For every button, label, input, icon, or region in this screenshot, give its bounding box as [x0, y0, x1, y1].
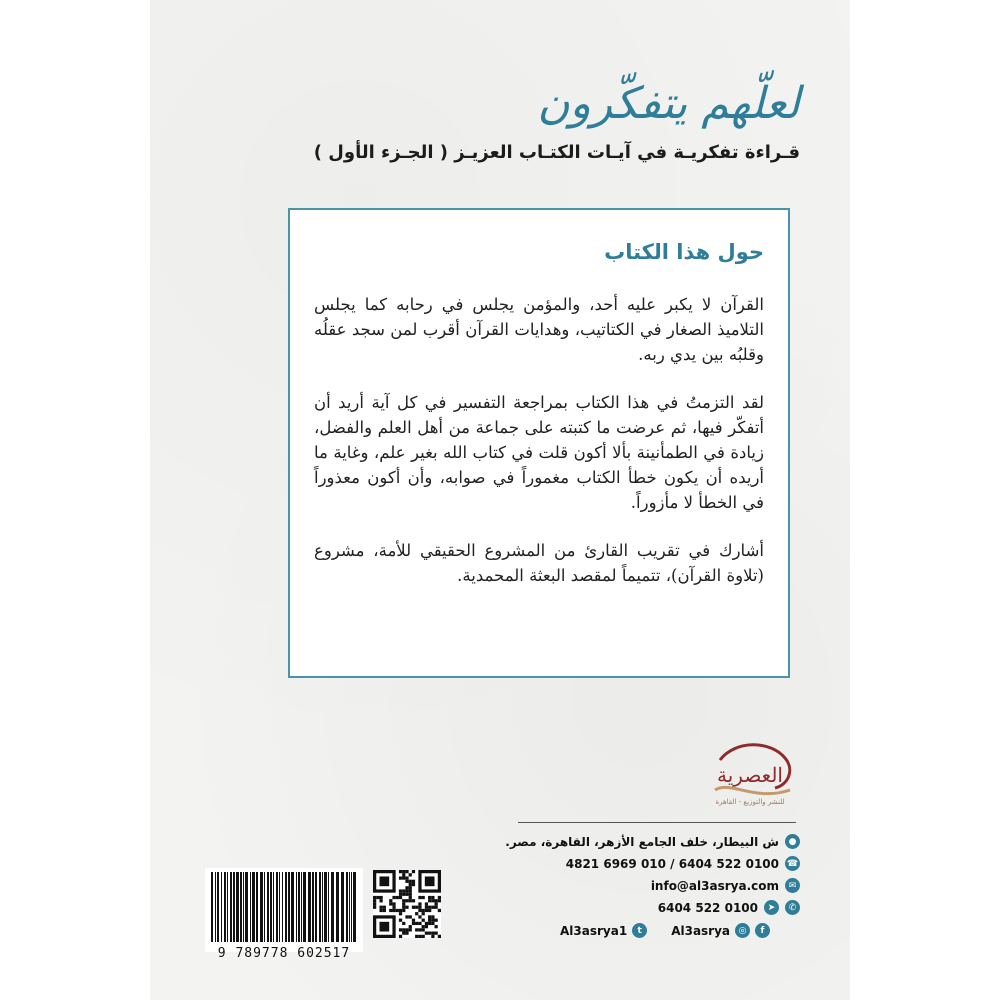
social-row: [560, 923, 770, 938]
location-icon: ●: [785, 834, 800, 849]
facebook-icon: f: [755, 923, 770, 938]
about-heading: حول هذا الكتاب: [604, 240, 764, 264]
instagram-icon: ◎: [735, 923, 750, 938]
contact-email: [651, 878, 800, 893]
twitter-handle: Al3asrya1: [560, 923, 628, 938]
about-paragraph: أشارك في تقريب القارئ من المشروع الحقيقي للأمة، مشروع (تلاوة القرآن)، تتميماً لمقصد البعثة المحمدية.: [314, 541, 764, 585]
address-text: ش البيطار، خلف الجامع الأزهر، القاهرة، مصر.: [505, 834, 779, 849]
about-body: [314, 292, 764, 611]
contact-whatsapp: [658, 900, 800, 915]
divider: [518, 822, 796, 823]
publisher-logo: [700, 740, 800, 820]
contact-address: [505, 834, 800, 849]
book-subtitle: قـراءة تفكريـة في آيـات الكتـاب العزيـز ( الجـزء الأول ): [313, 142, 800, 163]
whatsapp-text: 0100 522 6404: [657, 900, 758, 915]
email-icon: ✉: [785, 878, 800, 893]
publisher-logo-text: العصرية: [717, 763, 783, 787]
twitter-icon: t: [632, 923, 647, 938]
isbn-number: 9 789778 602517: [217, 946, 351, 961]
email-text: info@al3asrya.com: [650, 878, 779, 893]
isbn-barcode: [205, 868, 363, 952]
whatsapp-icon: ✆: [785, 900, 800, 915]
about-paragraph: القرآن لا يكبر عليه أحد، والمؤمن يجلس في رحابه كما يجلس التلاميذ الصغار في الكتاتيب، وهدايات القرآن أقرب لمن سجد عقلُه وقلبُه بين يدي ربه.: [314, 295, 764, 364]
facebook-instagram-handle: Al3asrya: [671, 923, 731, 938]
about-book-box: [288, 208, 790, 678]
publisher-caption: للنشر والتوزيع - القاهرة: [715, 798, 785, 806]
phone-icon: ☎: [785, 856, 800, 871]
qr-code: [373, 870, 441, 938]
contact-phones: [566, 856, 800, 871]
book-title: لعلّهم يتفكّرون: [537, 78, 800, 129]
phones-text: 0100 522 6404 / 010 6969 4821: [565, 856, 779, 871]
telegram-icon: ➤: [764, 900, 779, 915]
about-paragraph: لقد التزمتُ في هذا الكتاب بمراجعة التفسير في كل آية أريد أن أتفكّر فيها، ثم عرضت ما كتبته على جماعة من أهل العلم والفضل، زيادة في الطمأنينة بألا أكون قلت في كتاب الله بغير علم، وغاية ما أريده أن يكون خطأ الكتاب مغموراً في صوابه، وأن أكون معذوراً في الخطأ لا مأزوراً.: [314, 393, 764, 512]
